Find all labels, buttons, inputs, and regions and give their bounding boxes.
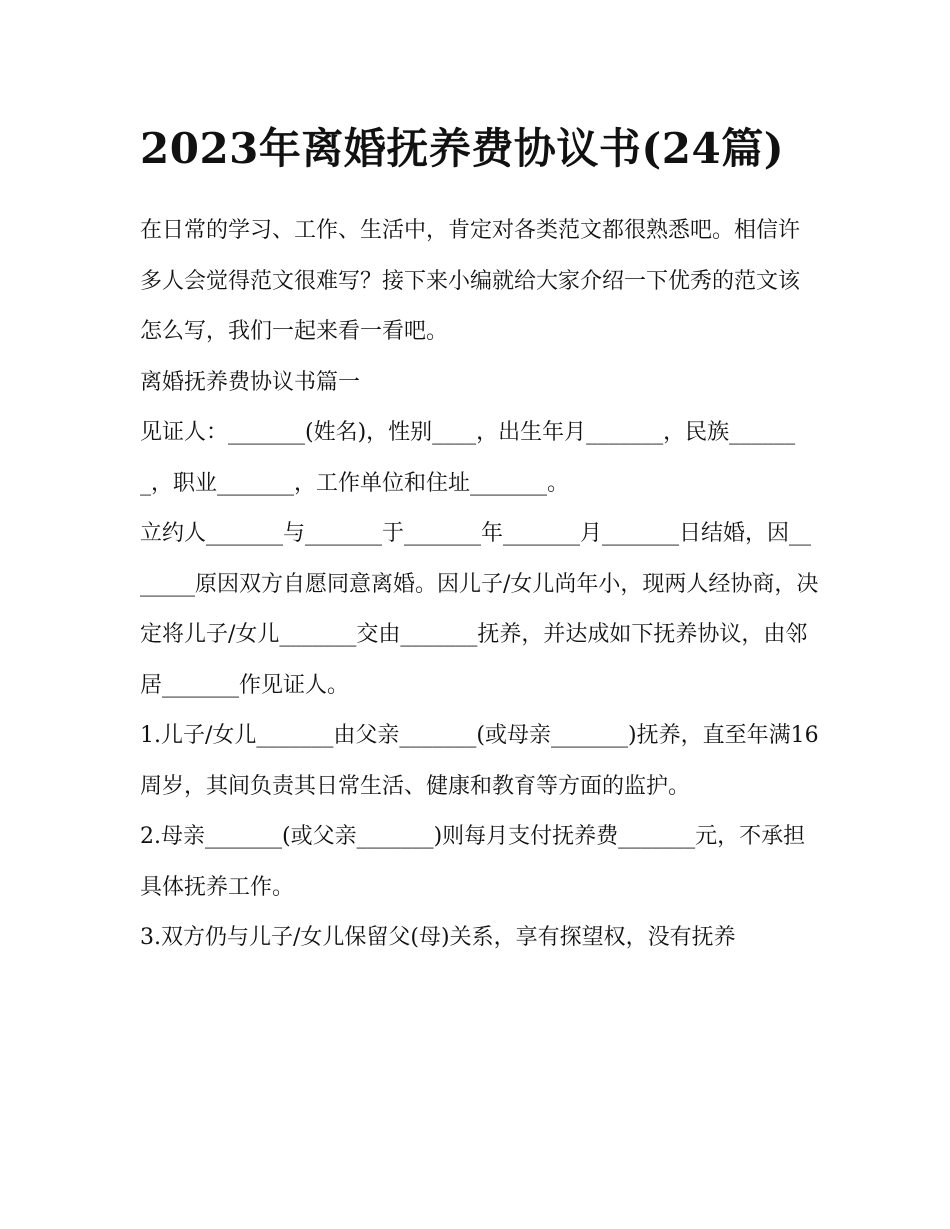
witness-paragraph: 见证人：_______(姓名)，性别____，出生年月_______，民族_______，职业_______，工作单位和住址_______。: [140, 420, 796, 496]
document-title: 2023年离婚抚养费协议书(24篇): [140, 124, 785, 173]
intro-paragraph: 在日常的学习、工作、生活中，肯定对各类范文都很熟悉吧。相信许多人会觉得范文很难写？接下来小编就给大家介绍一下优秀的范文该怎么写，我们一起来看一看吧。: [140, 218, 801, 344]
section-heading: 离婚抚养费协议书篇一: [140, 369, 361, 395]
title-spacer: [140, 186, 820, 206]
clause-1-paragraph: 1.儿子/女儿_______由父亲_______(或母亲_______)抚养，直至年满16周岁，其间负责其日常生活、健康和教育等方面的监护。: [140, 723, 819, 799]
clause-2-paragraph: 2.母亲_______(或父亲_______)则每月支付抚养费_______元，不承担具体抚养工作。: [140, 824, 806, 900]
document-body: [140, 112, 820, 964]
parties-paragraph: 立约人_______与_______于_______年_______月_______日结婚，因_______原因双方自愿同意离婚。因儿子/女儿尚年小，现两人经协商，决定将儿子/女儿_______交由_______抚养，并达成如下抚养协议，由邻居_______作见证人。: [140, 521, 819, 698]
clause-3-paragraph: 3.双方仍与儿子/女儿保留父(母)关系，享有探望权，没有抚养: [140, 925, 736, 950]
